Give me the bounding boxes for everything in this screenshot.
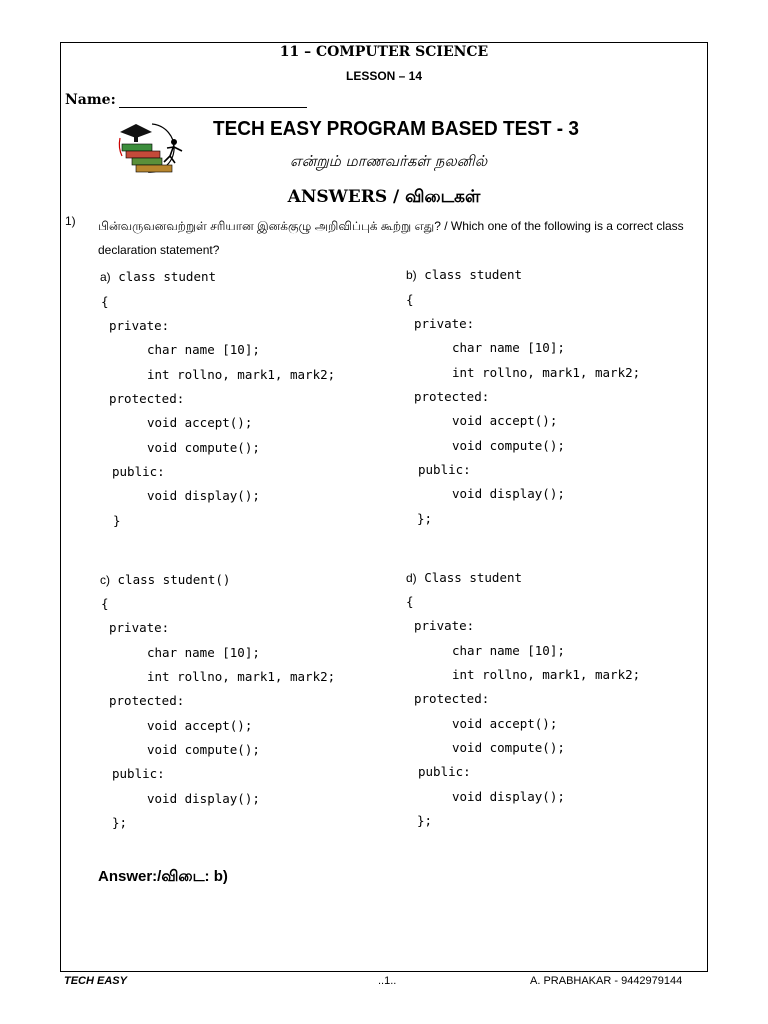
code-line: public:: [418, 462, 471, 477]
code-line: void accept();: [452, 716, 558, 731]
code-line: private:: [109, 620, 170, 635]
option-c-label: c): [100, 573, 110, 587]
code-line: void display();: [147, 488, 260, 503]
code-line: char name [10];: [147, 342, 260, 357]
code-line: void accept();: [147, 718, 253, 733]
option-a-header: [100, 269, 216, 284]
code-line: protected:: [109, 693, 185, 708]
code-line: protected:: [414, 389, 490, 404]
code-line: {: [406, 292, 414, 307]
code-line: {: [101, 294, 109, 309]
code-line: Class student: [424, 570, 523, 585]
code-line: class student(): [117, 572, 231, 587]
option-d-header: [406, 570, 522, 585]
code-line: protected:: [109, 391, 185, 406]
code-line: };: [417, 511, 433, 526]
code-line: int rollno, mark1, mark2;: [147, 669, 336, 684]
lesson-heading: LESSON – 14: [345, 69, 423, 83]
name-label: Name:: [65, 92, 116, 108]
code-line: int rollno, mark1, mark2;: [452, 667, 641, 682]
name-blank-line: [119, 95, 307, 108]
code-line: void display();: [452, 789, 565, 804]
question-text: பின்வருவனவற்றுள் சரியான இனக்குழு அறிவிப்புக் கூற்று எது? / Which one of the following is a correct class declaration statement?: [98, 219, 684, 257]
option-c-header: [100, 572, 230, 587]
code-line: void display();: [452, 486, 565, 501]
footer-brand: TECH EASY: [64, 975, 127, 987]
answer-text: Answer:/விடை: b): [98, 868, 228, 885]
code-line: int rollno, mark1, mark2;: [147, 367, 336, 382]
option-a-label: a): [100, 270, 111, 284]
books-graduate-logo-icon: [112, 118, 196, 180]
code-line: private:: [414, 618, 475, 633]
code-line: void compute();: [147, 742, 260, 757]
code-line: public:: [112, 464, 165, 479]
code-line: char name [10];: [452, 340, 565, 355]
code-line: class student: [424, 267, 523, 282]
code-line: int rollno, mark1, mark2;: [452, 365, 641, 380]
page-number: ..1..: [378, 975, 397, 987]
code-line: };: [112, 815, 128, 830]
code-line: void accept();: [147, 415, 253, 430]
name-field: [65, 92, 307, 108]
question-number: 1): [65, 214, 76, 228]
code-line: private:: [109, 318, 170, 333]
code-line: void compute();: [452, 438, 565, 453]
code-line: void display();: [147, 791, 260, 806]
code-line: {: [406, 594, 414, 609]
section-title: ANSWERS / விடைகள்: [287, 187, 481, 207]
page-border: [60, 42, 708, 972]
option-b-label: b): [406, 268, 417, 282]
code-line: class student: [118, 269, 217, 284]
code-line: char name [10];: [147, 645, 260, 660]
code-line: char name [10];: [452, 643, 565, 658]
code-line: };: [417, 813, 433, 828]
code-line: void compute();: [452, 740, 565, 755]
tamil-tagline: என்றும் மாணவர்கள் நலனில்: [290, 152, 488, 170]
code-line: }: [113, 513, 121, 528]
option-d-label: d): [406, 571, 417, 585]
code-line: private:: [414, 316, 475, 331]
code-line: public:: [418, 764, 471, 779]
code-line: void accept();: [452, 413, 558, 428]
code-line: {: [101, 596, 109, 611]
subject-heading: 11 – COMPUTER SCIENCE: [279, 44, 489, 60]
footer-author: A. PRABHAKAR - 9442979144: [530, 975, 683, 987]
code-line: protected:: [414, 691, 490, 706]
option-b-header: [406, 267, 522, 282]
code-line: public:: [112, 766, 165, 781]
test-title: TECH EASY PROGRAM BASED TEST - 3: [213, 118, 579, 140]
code-line: void compute();: [147, 440, 260, 455]
